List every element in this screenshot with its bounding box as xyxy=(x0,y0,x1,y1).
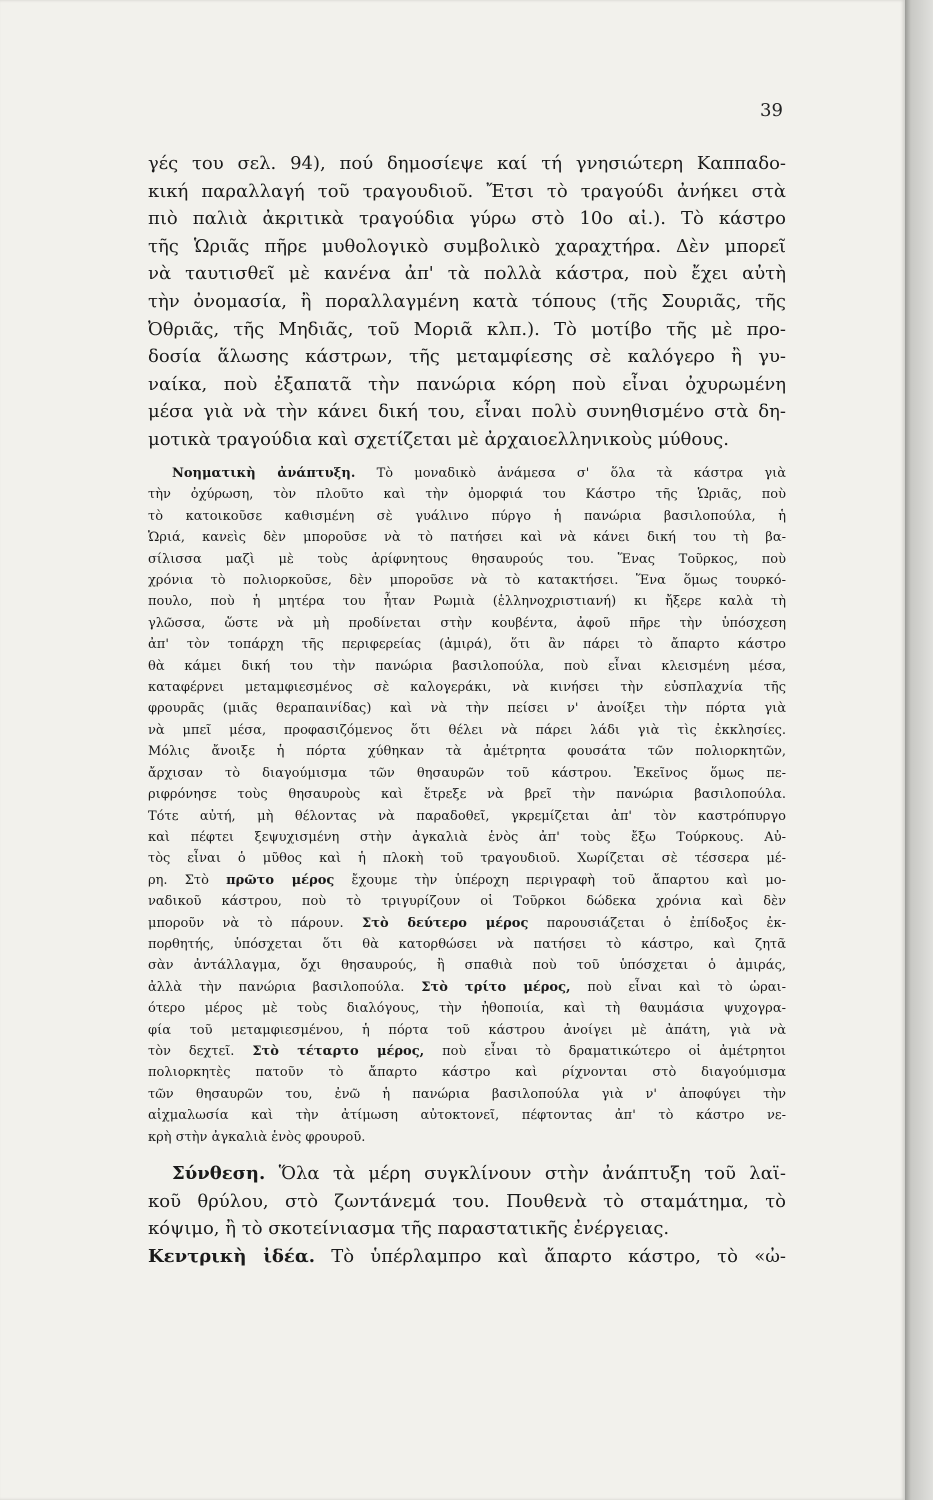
text-line: γές του σελ. 94), πού δημοσίεψε καί τή γνησιώτερη Καππαδο- xyxy=(148,153,786,174)
text-line: Τότε αὐτή, μὴ θέλοντας νὰ παραδοθεῖ, γκρεμίζεται ἀπ' τὸν καστρόπυργο xyxy=(148,808,786,824)
text-line: τῶν θησαυρῶν του, ἐνῶ ἡ πανώρια βασιλοπούλα γιὰ ν' ἀποφύγει τὴν xyxy=(148,1086,786,1102)
text-line: μοτικὰ τραγούδια καὶ σχετίζεται μὲ ἀρχαιοελληνικοὺς μύθους. xyxy=(148,428,729,450)
text-span: Τὸ ὑπέρλαμπρο καὶ ἄπαρτο κάστρο, τὸ «ὠ- xyxy=(315,1245,786,1267)
text-line xyxy=(148,870,786,891)
text-span: Ὅλα τὰ μέρη συγκλίνουν στὴν ἀνάπτυξη τοῦ λαϊ- xyxy=(265,1163,786,1184)
text-line: ἀπ' τὸν τοπάρχη τῆς περιφερείας (ἀμιρά), ὅτι ἂν πάρει τὸ ἄπαρτο κάστρο xyxy=(148,637,786,653)
text-line: φία τοῦ μεταμφιεσμένου, ἡ πόρτα τοῦ κάστρου ἀνοίγει μὲ ἀπάτη, γιὰ νὰ xyxy=(148,1022,786,1038)
text-line xyxy=(148,977,786,998)
notes-paragraph xyxy=(148,463,786,1148)
text-span: παρουσιάζεται ὁ ἐπίδοξος ἐκ- xyxy=(528,915,786,931)
text-line: αἰχμαλωσία καὶ τὴν ἀτίμωση αὐτοκτονεῖ, πέφτοντας ἀπ' τὸ κάστρο νε- xyxy=(148,1108,786,1124)
text-line: μέσα γιὰ νὰ τὴν κάνει δική του, εἶναι πολὺ συνηθισμένο στὰ δη- xyxy=(148,401,786,423)
text-line: κόψιμο, ἢ τὸ σκοτείνιασμα τῆς παραστατικῆς ἐνέργειας. xyxy=(148,1218,670,1240)
text-line: σὰν ἀντάλλαγμα, ὄχι θησαυρούς, ἢ σπαθιὰ ποὺ τοῦ ὑπόσχεται ὁ ἀμιράς, xyxy=(148,958,786,974)
text-line: πιὸ παλιὰ ἀκριτικὰ τραγούδια γύρω στὸ 10ο αἰ.). Τὸ κάστρο xyxy=(148,208,786,230)
text-line: κική παραλλαγή τοῦ τραγουδιοῦ. Ἔτσι τὸ τραγούδι ἀνήκει στὰ xyxy=(148,180,786,202)
text-line: τὴν ὀχύρωση, τὸν πλοῦτο καὶ τὴν ὀμορφιά του Κάστρο τῆς Ὡριᾶς, ποὺ xyxy=(148,487,786,503)
text-line: τῆς Ὡριᾶς πῆρε μυθολογικὸ συμβολικὸ χαραχτήρα. Δὲν μπορεῖ xyxy=(148,235,786,257)
text-span: ρη. Στὸ xyxy=(148,872,227,888)
text-line: ἄρχισαν τὸ διαγούμισμα τῶν θησαυρῶν τοῦ κάστρου. Ἐκεῖνος ὅμως πε- xyxy=(148,765,786,781)
notes-line-rest: Τὸ μοναδικὸ ἀνάμεσα σ' ὅλα τὰ κάστρα γιὰ xyxy=(355,466,786,481)
text-line: τὴν ὀνομασία, ἢ ποραλλαγμένη κατὰ τόπους (τῆς Σουριᾶς, τῆς xyxy=(148,290,786,312)
text-line: νὰ ταυτισθεῖ μὲ κανένα ἀπ' τὰ πολλὰ κάστρα, ποὺ ἔχει αὐτὴ xyxy=(148,263,786,285)
text-line: θὰ κάμει δική του τὴν πανώρια βασιλοπούλα, ποὺ εἶναι κλεισμένη μέσα, xyxy=(148,658,786,674)
central-idea-heading: Κεντρικὴ ἰδέα. xyxy=(148,1245,315,1267)
text-line: ότερο μέρος μὲ τοὺς διαλόγους, τὴν ἠθοποιία, καὶ τὴ θαυμάσια ψυχογρα- xyxy=(148,1001,786,1017)
main-paragraph xyxy=(148,150,786,454)
text-span: μποροῦν νὰ τὸ πάρουν. xyxy=(148,915,363,931)
text-span: ἔχουμε τὴν ὑπέροχη περιγραφὴ τοῦ ἄπαρτου καὶ μο- xyxy=(334,872,786,888)
text-line: πουλο, ποὺ ἡ μητέρα του ἦταν Ρωμιὰ (ἑλληνοχριστιανή) κι ἤξερε καλὰ τὴ xyxy=(148,594,786,610)
text-line: ναίκα, ποὺ ἐξαπατᾶ τὴν πανώρια κόρη ποὺ εἶναι ὀχυρωμένη xyxy=(148,373,786,395)
text-line: πορθητής, ὑπόσχεται ὅτι θὰ κατορθώσει νὰ πατήσει τὸ κάστρο, καὶ ζητᾶ xyxy=(148,936,786,952)
text-line: νὰ μπεῖ μέσα, προφασιζόμενος ὅτι θέλει νὰ πάρει λάδι γιὰ τὶς ἐκκλησίες. xyxy=(148,722,786,738)
page-number: 39 xyxy=(760,100,783,121)
text-line: κοῦ θρύλου, στὸ ζωντάνεμά του. Πουθενὰ τὸ σταμάτημα, τὸ xyxy=(148,1190,786,1212)
text-line: ριφρόνησε τοὺς θησαυροὺς καὶ ἔτρεξε νὰ βρεῖ τὴν πανώρια βασιλοπούλα. xyxy=(148,787,786,803)
text-line: Ὡριά, κανεὶς δὲν μποροῦσε νὰ τὸ πατήσει καὶ νὰ κάνει δική του τὴ βα- xyxy=(148,530,786,546)
text-line xyxy=(148,913,786,934)
text-line xyxy=(148,1243,786,1271)
synthesis-heading: Σύνθεση. xyxy=(172,1163,266,1184)
text-line: καὶ πέφτει ξεψυχισμένη στὴν ἀγκαλιὰ ἑνὸς ἀπ' τοὺς ἔξω Τούρκους. Αὐ- xyxy=(148,829,786,845)
text-line xyxy=(148,1041,786,1062)
text-line: Ὀθριᾶς, τῆς Μηδιᾶς, τοῦ Μοριᾶ κλπ.). Τὸ μοτίβο τῆς μὲ προ- xyxy=(148,318,786,340)
text-span: ποὺ εἶναι καὶ τὸ ὡραι- xyxy=(570,979,786,995)
text-line: φρουρᾶς (μιᾶς θεραπαινίδας) καὶ νὰ τὴν πείσει ν' ἀνοίξει τὴν πόρτα γιὰ xyxy=(148,701,786,717)
text-line: καταφέρνει μεταμφιεσμένος σὲ καλογεράκι, νὰ κινήσει τὴν εὐσπλαχνία τῆς xyxy=(148,680,786,696)
part-one-label: πρῶτο μέρος xyxy=(226,872,335,888)
text-line: χρόνια τὸ πολιορκοῦσε, δὲν μποροῦσε νὰ τὸ κατακτήσει. Ἕνα ὅμως τουρκό- xyxy=(148,573,786,589)
part-two-label: Στὸ δεύτερο μέρος xyxy=(362,915,529,931)
text-line: κρὴ στὴν ἀγκαλιὰ ἑνὸς φρουροῦ. xyxy=(148,1129,366,1145)
text-line: γλῶσσα, ὥστε νὰ μὴ προδίνεται στὴν κουβέντα, ἀφοῦ πῆρε τὴν ὑπόσχεση xyxy=(148,615,786,631)
text-span: ἀλλὰ τὴν πανώρια βασιλοπούλα. xyxy=(148,979,422,995)
text-line: δοσία ἅλωσης κάστρων, τῆς μεταμφίεσης σὲ καλόγερο ἢ γυ- xyxy=(148,346,786,368)
text-line: ναδικοῦ κάστρου, ποὺ τὸ τριγυρίζουν οἱ Τοῦρκοι δώδεκα χρόνια καὶ δὲν xyxy=(148,894,786,910)
text-span: ποὺ εἶναι τὸ δραματικώτερο οἱ ἀμέτρητοι xyxy=(424,1043,786,1059)
synthesis-paragraph xyxy=(148,1160,786,1270)
page-edge xyxy=(905,0,933,1500)
text-line xyxy=(148,463,786,484)
part-four-label: Στὸ τέταρτο μέρος, xyxy=(252,1043,425,1059)
text-line: σίλισσα μαζὶ μὲ τοὺς ἀρίφνητους θησαυρούς του. Ἕνας Τοῦρκος, ποὺ xyxy=(148,551,786,567)
text-line xyxy=(148,1160,786,1188)
text-line: τὸ κατοικοῦσε καθισμένη σὲ γυάλινο πύργο ἡ πανώρια βασιλοπούλα, ἡ xyxy=(148,508,786,524)
text-line: Μόλις ἄνοιξε ἡ πόρτα χύθηκαν τὰ ἀμέτρητα φουσάτα τῶν πολιορκητῶν, xyxy=(148,744,786,760)
part-three-label: Στὸ τρίτο μέρος, xyxy=(421,979,571,995)
notes-heading: Νοηματικὴ ἀνάπτυξη. xyxy=(172,466,356,481)
text-line: τὸς εἶναι ὁ μῦθος καὶ ἡ πλοκὴ τοῦ τραγουδιοῦ. Χωρίζεται σὲ τέσσερα μέ- xyxy=(148,851,786,867)
text-span: τὸν δεχτεῖ. xyxy=(148,1043,253,1059)
text-line: πολιορκητὲς πατοῦν τὸ ἄπαρτο κάστρο καὶ ρίχνονται στὸ διαγούμισμα xyxy=(148,1065,786,1081)
